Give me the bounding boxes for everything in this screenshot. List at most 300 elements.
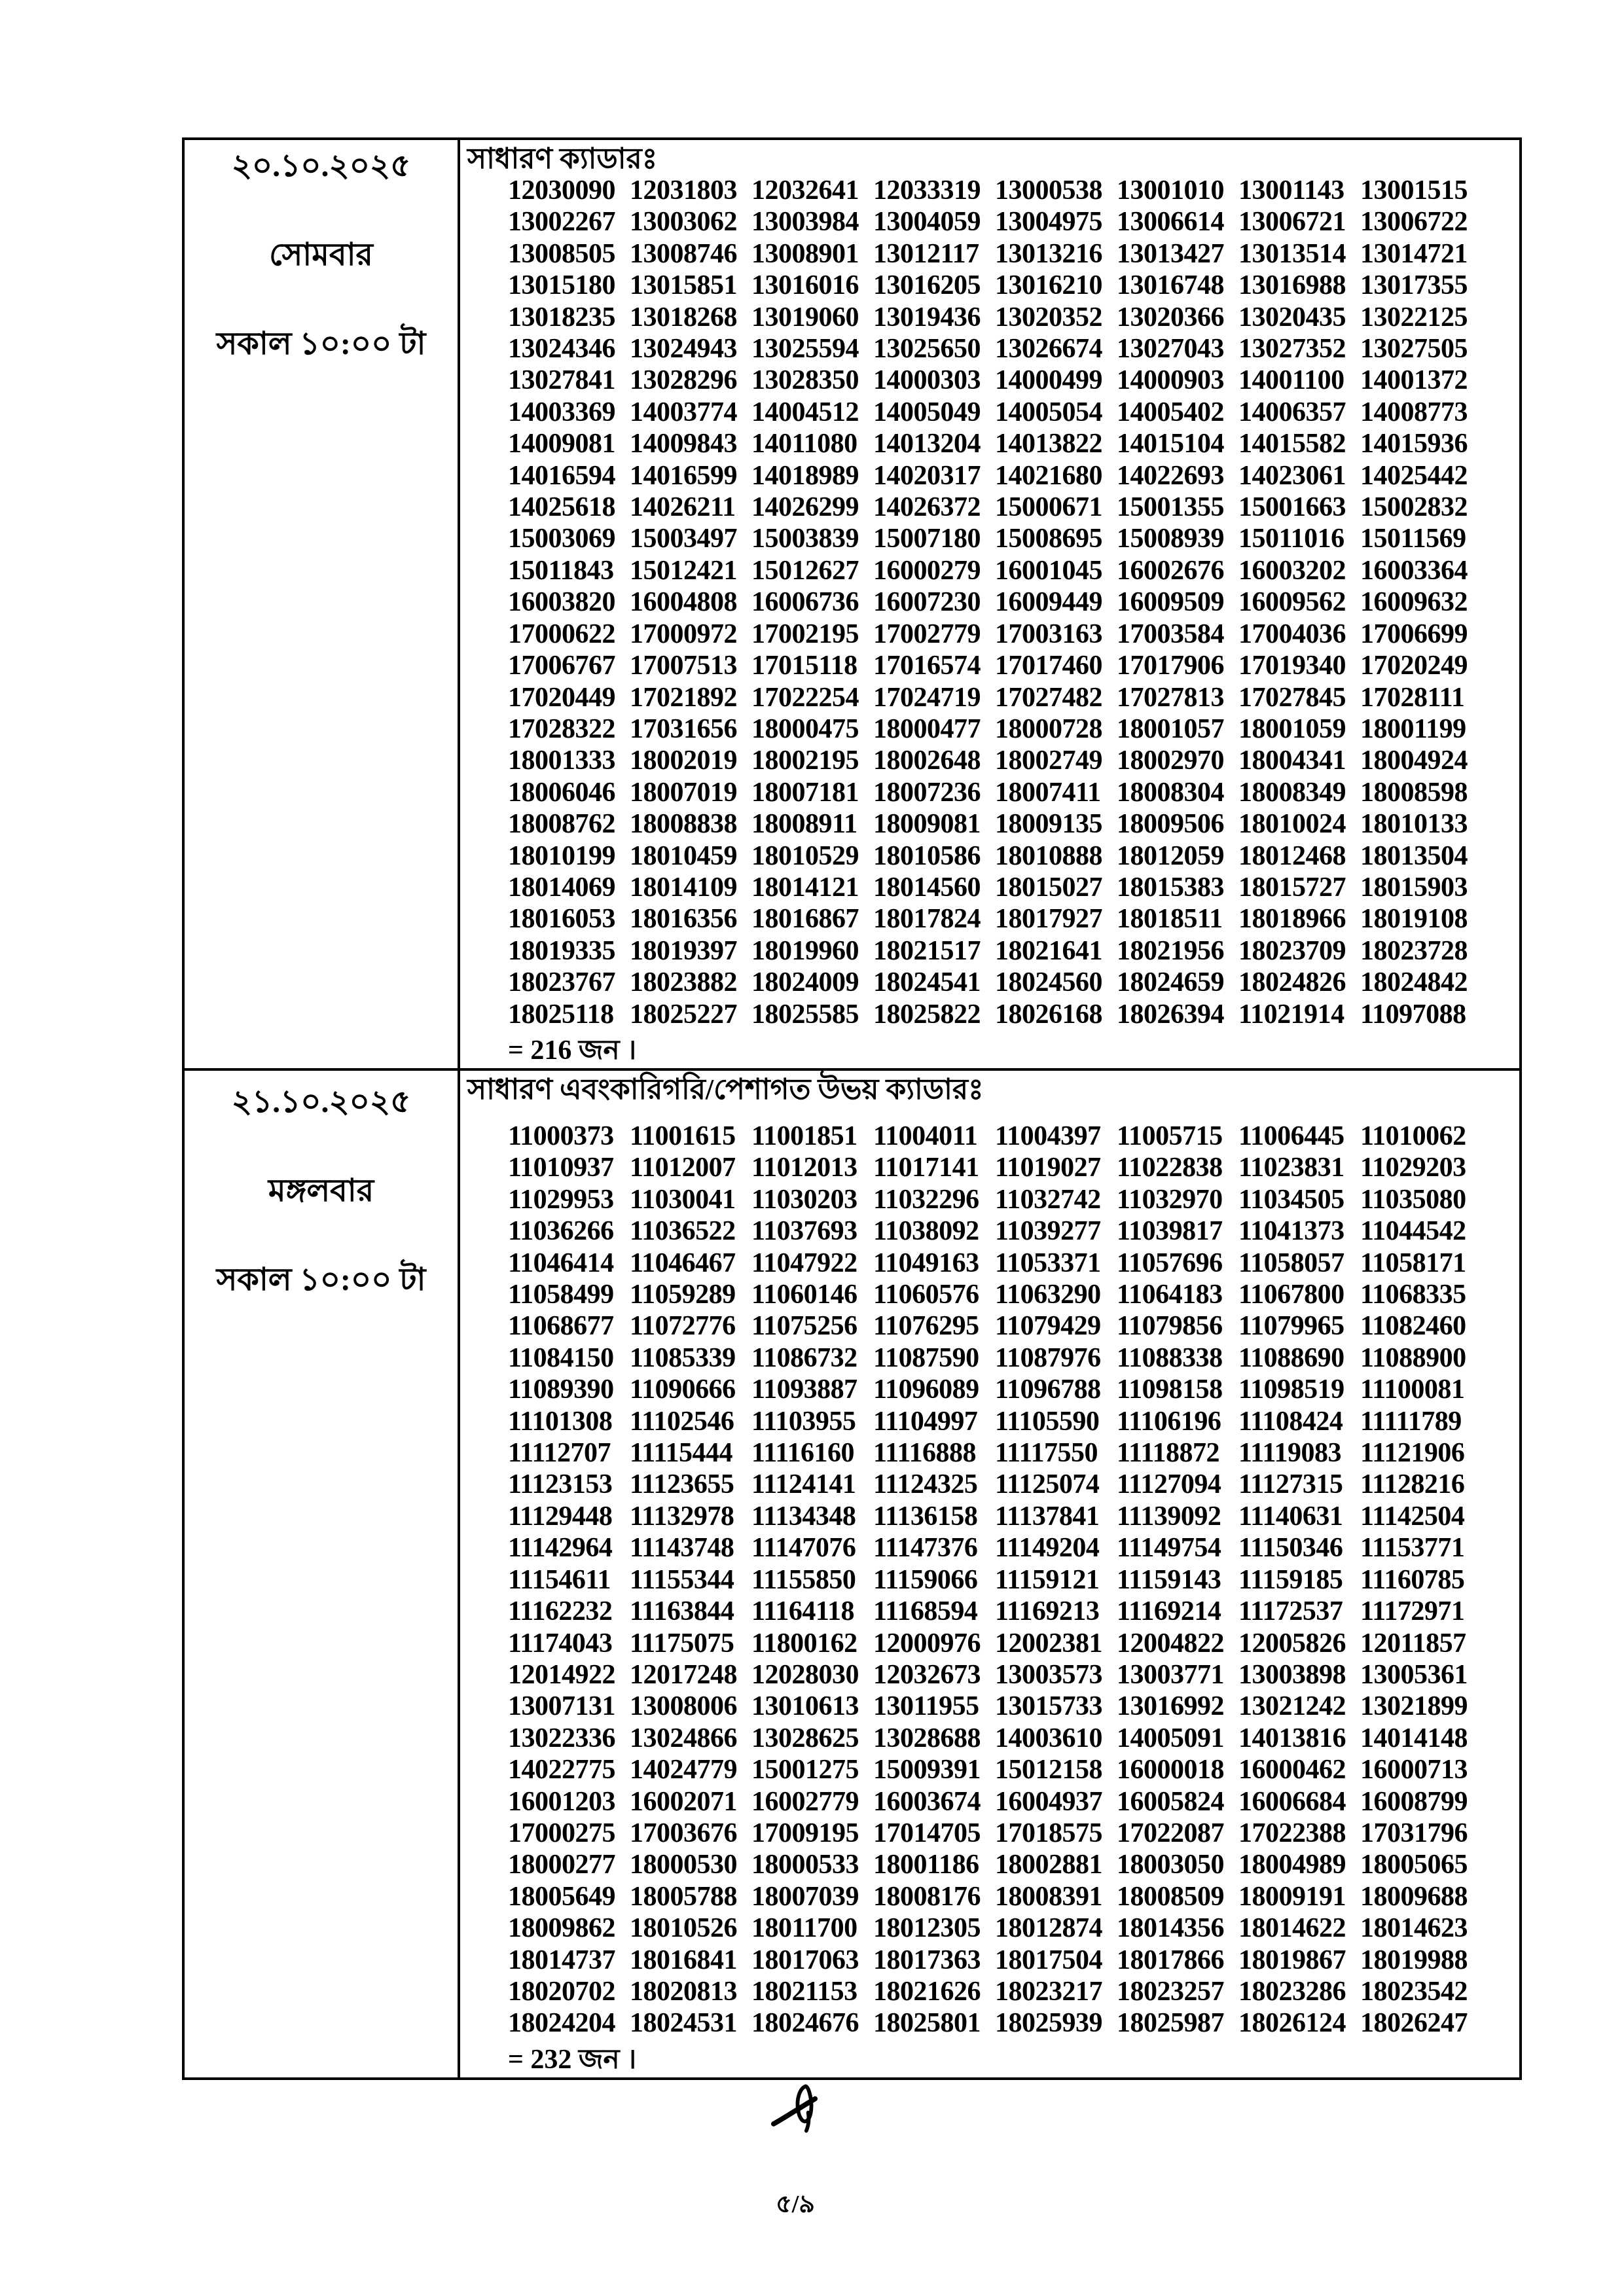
roll-number: 18025227 <box>630 999 737 1030</box>
roll-number: 11001615 <box>630 1121 736 1151</box>
roll-number: 18023767 <box>508 967 615 998</box>
roll-row <box>508 713 1519 745</box>
roll-number: 18026124 <box>1238 2008 1346 2039</box>
roll-number: 11060576 <box>873 1280 979 1310</box>
roll-number: 18008176 <box>873 1881 981 1912</box>
roll-number: 11006445 <box>1238 1121 1344 1151</box>
roll-number: 15003069 <box>508 524 615 554</box>
roll-number: 18002019 <box>630 745 737 776</box>
roll-number: 13003898 <box>1238 1659 1346 1690</box>
roll-number: 18019867 <box>1238 1945 1346 1975</box>
roll-number: 11004397 <box>995 1121 1101 1151</box>
roll-number: 11075256 <box>751 1311 857 1342</box>
roll-row <box>508 1121 1519 1152</box>
signature-icon <box>771 2083 834 2134</box>
roll-number: 18015903 <box>1360 872 1468 903</box>
roll-number: 18010199 <box>508 840 615 871</box>
roll-number: 11032970 <box>1117 1184 1223 1215</box>
roll-number: 11800162 <box>751 1628 857 1659</box>
roll-number: 18024531 <box>630 2008 737 2039</box>
roll-number: 18004341 <box>1238 745 1346 776</box>
roll-row <box>508 935 1519 967</box>
roll-number: 12031803 <box>630 175 737 206</box>
roll-number: 11034505 <box>1238 1184 1344 1215</box>
roll-number: 11082460 <box>1360 1311 1466 1342</box>
roll-number: 14005049 <box>873 397 981 427</box>
roll-number: 13001010 <box>1117 175 1224 206</box>
roll-row <box>508 999 1519 1030</box>
roll-number: 18001057 <box>1117 713 1224 744</box>
roll-number: 17014705 <box>873 1818 981 1848</box>
roll-number: 11059289 <box>630 1280 736 1310</box>
roll-number: 11164118 <box>751 1596 855 1627</box>
roll-number: 17019340 <box>1238 651 1346 681</box>
roll-number: 14005091 <box>1117 1723 1224 1753</box>
roll-row <box>508 1596 1519 1627</box>
roll-row <box>508 555 1519 586</box>
roll-number: 14001372 <box>1360 365 1468 396</box>
roll-number: 16009449 <box>995 587 1102 618</box>
roll-number: 11079965 <box>1238 1311 1344 1342</box>
roll-number: 18009506 <box>1117 809 1224 840</box>
roll-number: 13008746 <box>630 238 737 269</box>
roll-number: 11068677 <box>508 1311 614 1342</box>
roll-number: 18008911 <box>751 809 857 840</box>
roll-number: 11155344 <box>630 1564 734 1595</box>
roll-number: 13028350 <box>751 365 859 396</box>
roll-number: 13007131 <box>508 1691 615 1722</box>
roll-number: 11004011 <box>873 1121 978 1151</box>
roll-number: 11086732 <box>751 1342 857 1373</box>
roll-number: 18026168 <box>995 999 1102 1030</box>
roll-number: 16004937 <box>995 1786 1102 1817</box>
roll-number: 11087976 <box>995 1342 1101 1373</box>
roll-number: 11159185 <box>1238 1564 1343 1595</box>
roll-number: 17031796 <box>1360 1818 1468 1848</box>
roll-number: 13016210 <box>995 270 1102 301</box>
roll-row <box>508 650 1519 681</box>
roll-number: 18017824 <box>873 904 981 935</box>
roll-number: 11063290 <box>995 1280 1101 1310</box>
roll-number: 14013816 <box>1238 1723 1346 1753</box>
roll-number: 15007180 <box>873 524 981 554</box>
session-1-datetime-cell <box>185 140 460 1068</box>
roll-number: 18023882 <box>630 967 737 998</box>
roll-number: 18019108 <box>1360 904 1468 935</box>
session-1-day: সোমবার <box>269 238 373 272</box>
roll-number: 12017248 <box>630 1659 737 1690</box>
roll-number: 16001045 <box>995 555 1102 586</box>
roll-number: 11169214 <box>1117 1596 1221 1627</box>
roll-number: 11047922 <box>751 1247 857 1278</box>
roll-number: 18020813 <box>630 1976 737 2007</box>
roll-number: 11049163 <box>873 1247 979 1278</box>
roll-number: 14013204 <box>873 429 981 459</box>
roll-number: 18002195 <box>751 745 859 776</box>
roll-row <box>508 428 1519 459</box>
roll-number: 18005649 <box>508 1881 615 1912</box>
roll-number: 13014721 <box>1360 238 1468 269</box>
roll-number: 17009195 <box>751 1818 859 1848</box>
roll-number: 11147076 <box>751 1533 856 1564</box>
roll-number: 18015027 <box>995 872 1102 903</box>
roll-number: 14000903 <box>1117 365 1224 396</box>
roll-row <box>508 586 1519 618</box>
roll-number: 18012468 <box>1238 840 1346 871</box>
roll-number: 11064183 <box>1117 1280 1223 1310</box>
roll-number: 16005824 <box>1117 1786 1224 1817</box>
roll-number: 14005054 <box>995 397 1102 427</box>
roll-number: 14009843 <box>630 429 737 459</box>
roll-number: 11137841 <box>995 1501 1100 1532</box>
roll-row <box>508 1152 1519 1183</box>
roll-number: 18002881 <box>995 1850 1102 1880</box>
roll-number: 18020702 <box>508 1976 615 2007</box>
session-1-total: = 216 জন । <box>508 1035 637 1066</box>
roll-number: 11035080 <box>1360 1184 1466 1215</box>
roll-number: 13028296 <box>630 365 737 396</box>
roll-number: 18025939 <box>995 2008 1102 2039</box>
roll-number: 11032296 <box>873 1184 979 1215</box>
roll-number: 13025594 <box>751 334 859 365</box>
roll-row <box>508 1564 1519 1596</box>
roll-number: 18014109 <box>630 872 737 903</box>
roll-number: 11058057 <box>1238 1247 1344 1278</box>
roll-number: 11175075 <box>630 1628 734 1659</box>
roll-number: 18009688 <box>1360 1881 1468 1912</box>
roll-number: 18016053 <box>508 904 615 935</box>
roll-number: 11106196 <box>1117 1406 1221 1437</box>
roll-number: 18023286 <box>1238 1976 1346 2007</box>
roll-number: 17022254 <box>751 682 859 713</box>
roll-number: 14026299 <box>751 492 859 523</box>
roll-number: 11038092 <box>873 1216 979 1247</box>
roll-row <box>508 1976 1519 2007</box>
roll-number: 18025822 <box>873 999 981 1030</box>
roll-number: 12030090 <box>508 175 615 206</box>
roll-number: 18017363 <box>873 1945 981 1975</box>
roll-number: 14001100 <box>1238 365 1344 396</box>
roll-number: 13020435 <box>1238 302 1346 332</box>
roll-number: 15002832 <box>1360 492 1468 523</box>
roll-number: 11124325 <box>873 1469 978 1500</box>
roll-number: 14016599 <box>630 460 737 491</box>
session-1-category-title: সাধারণ ক্যাডারঃ <box>467 143 658 175</box>
roll-number: 18021641 <box>995 935 1102 966</box>
roll-number: 14015582 <box>1238 429 1346 459</box>
roll-number: 13003984 <box>751 207 859 238</box>
roll-number: 18017504 <box>995 1945 1102 1975</box>
exam-schedule-table <box>182 137 1522 2080</box>
roll-number: 14015104 <box>1117 429 1224 459</box>
roll-number: 18000277 <box>508 1850 615 1880</box>
roll-number: 11154611 <box>508 1564 611 1595</box>
roll-row <box>508 872 1519 903</box>
roll-number: 11103955 <box>751 1406 856 1437</box>
roll-number: 13017355 <box>1360 270 1468 301</box>
roll-row <box>508 808 1519 840</box>
roll-number: 11155850 <box>751 1564 856 1595</box>
roll-number: 12005826 <box>1238 1628 1346 1659</box>
roll-number: 18025118 <box>508 999 614 1030</box>
roll-row <box>508 1247 1519 1279</box>
roll-number: 16004808 <box>630 587 737 618</box>
roll-number: 18024676 <box>751 2008 859 2039</box>
roll-number: 17003163 <box>995 619 1102 649</box>
roll-number: 18004924 <box>1360 745 1468 776</box>
roll-number: 17017460 <box>995 651 1102 681</box>
roll-number: 13008505 <box>508 238 615 269</box>
roll-row <box>508 238 1519 270</box>
roll-number: 17003676 <box>630 1818 737 1848</box>
roll-number: 17003584 <box>1117 619 1224 649</box>
roll-number: 18019988 <box>1360 1945 1468 1975</box>
roll-row <box>508 1469 1519 1500</box>
roll-number: 11089390 <box>508 1374 614 1405</box>
roll-row <box>508 333 1519 365</box>
roll-number: 11117550 <box>995 1438 1098 1469</box>
roll-number: 11029203 <box>1360 1153 1466 1183</box>
roll-number: 11039277 <box>995 1216 1101 1247</box>
roll-number: 15003497 <box>630 524 737 554</box>
roll-number: 11112707 <box>508 1438 611 1469</box>
session-1-date: ২০.১০.২০২৫ <box>231 149 411 183</box>
roll-number: 11163844 <box>630 1596 734 1627</box>
roll-number: 17015118 <box>751 651 857 681</box>
roll-number: 18009081 <box>873 809 981 840</box>
roll-number: 15008939 <box>1117 524 1224 554</box>
roll-number: 13015851 <box>630 270 737 301</box>
roll-number: 11036522 <box>630 1216 736 1247</box>
roll-number: 17020449 <box>508 682 615 713</box>
roll-number: 18024826 <box>1238 967 1346 998</box>
roll-number: 11096089 <box>873 1374 979 1405</box>
roll-number: 16002071 <box>630 1786 737 1817</box>
roll-row <box>508 1310 1519 1342</box>
roll-number: 12011857 <box>1360 1628 1466 1659</box>
roll-number: 11093887 <box>751 1374 857 1405</box>
roll-number: 18014560 <box>873 872 981 903</box>
roll-number: 14000303 <box>873 365 981 396</box>
roll-number: 11010062 <box>1360 1121 1466 1151</box>
roll-number: 11118872 <box>1117 1438 1220 1469</box>
roll-number: 18003050 <box>1117 1850 1224 1880</box>
roll-number: 11046467 <box>630 1247 736 1278</box>
roll-row <box>508 365 1519 396</box>
roll-number: 13011955 <box>873 1691 979 1722</box>
roll-number: 11072776 <box>630 1311 736 1342</box>
roll-number: 15011569 <box>1360 524 1466 554</box>
roll-number: 13010613 <box>751 1691 859 1722</box>
roll-number: 11116888 <box>873 1438 977 1469</box>
roll-number: 14004512 <box>751 397 859 427</box>
roll-number: 18000477 <box>873 713 981 744</box>
roll-number: 18014356 <box>1117 1913 1224 1944</box>
roll-number: 17031656 <box>630 713 737 744</box>
roll-number: 18021626 <box>873 1976 981 2007</box>
roll-number: 11001851 <box>751 1121 857 1151</box>
roll-number: 18014121 <box>751 872 859 903</box>
roll-number: 14003774 <box>630 397 737 427</box>
roll-number: 13018235 <box>508 302 615 332</box>
roll-number: 15009391 <box>873 1755 981 1785</box>
roll-row <box>508 1945 1519 1976</box>
roll-row <box>508 1279 1519 1310</box>
roll-number: 15012627 <box>751 555 859 586</box>
roll-number: 13021242 <box>1238 1691 1346 1722</box>
roll-number: 18010888 <box>995 840 1102 871</box>
roll-number: 13013514 <box>1238 238 1346 269</box>
roll-number: 11162232 <box>508 1596 613 1627</box>
roll-row <box>508 777 1519 808</box>
roll-number: 11104997 <box>873 1406 978 1437</box>
roll-number: 14003369 <box>508 397 615 427</box>
roll-number: 18026394 <box>1117 999 1224 1030</box>
roll-row <box>508 1501 1519 1532</box>
roll-row <box>508 1691 1519 1722</box>
roll-number: 13028625 <box>751 1723 859 1753</box>
session-row-2 <box>185 1071 1519 2077</box>
roll-number: 13019436 <box>873 302 981 332</box>
roll-number: 18024842 <box>1360 967 1468 998</box>
roll-row <box>508 967 1519 998</box>
roll-number: 12014922 <box>508 1659 615 1690</box>
roll-number: 18011700 <box>751 1913 857 1944</box>
roll-row <box>508 1659 1519 1691</box>
roll-number: 11068335 <box>1360 1280 1466 1310</box>
roll-row <box>508 745 1519 776</box>
roll-number: 18008598 <box>1360 777 1468 808</box>
roll-number: 11123153 <box>508 1469 613 1500</box>
roll-number: 18008391 <box>995 1881 1102 1912</box>
roll-number: 11124141 <box>751 1469 856 1500</box>
roll-number: 17020249 <box>1360 651 1468 681</box>
roll-number: 12032641 <box>751 175 859 206</box>
roll-number: 11053371 <box>995 1247 1101 1278</box>
roll-number: 17017906 <box>1117 651 1224 681</box>
roll-number: 11021914 <box>1238 999 1344 1030</box>
roll-row <box>508 1754 1519 1785</box>
roll-number: 11039817 <box>1117 1216 1223 1247</box>
roll-number: 17027813 <box>1117 682 1224 713</box>
roll-row <box>508 1374 1519 1405</box>
roll-number: 11100081 <box>1360 1374 1465 1405</box>
roll-number: 11101308 <box>508 1406 613 1437</box>
roll-number: 16000462 <box>1238 1755 1346 1785</box>
roll-row <box>508 1881 1519 1912</box>
roll-number: 18012874 <box>995 1913 1102 1944</box>
roll-number: 18000475 <box>751 713 859 744</box>
roll-number: 11017141 <box>873 1153 979 1183</box>
roll-number: 11172971 <box>1360 1596 1465 1627</box>
roll-number: 18023728 <box>1360 935 1468 966</box>
roll-number: 18007039 <box>751 1881 859 1912</box>
roll-number: 11058499 <box>508 1280 614 1310</box>
roll-number: 13027505 <box>1360 334 1468 365</box>
roll-number: 17027845 <box>1238 682 1346 713</box>
roll-number: 18014623 <box>1360 1913 1468 1944</box>
roll-number: 18007236 <box>873 777 981 808</box>
roll-number: 14025442 <box>1360 460 1468 491</box>
roll-row <box>508 1786 1519 1818</box>
roll-number: 11067800 <box>1238 1280 1344 1310</box>
roll-number: 18010526 <box>630 1913 737 1944</box>
roll-number: 16002779 <box>751 1786 859 1817</box>
roll-number: 11129448 <box>508 1501 613 1532</box>
roll-number: 13003771 <box>1117 1659 1224 1690</box>
roll-number: 14016594 <box>508 460 615 491</box>
roll-number: 18001059 <box>1238 713 1346 744</box>
roll-number: 11060146 <box>751 1280 857 1310</box>
roll-row <box>508 397 1519 428</box>
roll-number: 18005065 <box>1360 1850 1468 1880</box>
roll-number: 18026247 <box>1360 2008 1468 2039</box>
page-number: ৫/৯ <box>776 2191 815 2218</box>
roll-row <box>508 1912 1519 1944</box>
roll-number: 13013216 <box>995 238 1102 269</box>
roll-number: 15011016 <box>1238 524 1344 554</box>
roll-number: 13001143 <box>1238 175 1344 206</box>
roll-number: 13008901 <box>751 238 859 269</box>
roll-number: 11030203 <box>751 1184 857 1215</box>
roll-number: 14011080 <box>751 429 857 459</box>
roll-row <box>508 1532 1519 1564</box>
roll-number: 12000976 <box>873 1628 981 1659</box>
roll-number: 14003610 <box>995 1723 1102 1753</box>
roll-number: 12033319 <box>873 175 981 206</box>
roll-number: 13012117 <box>873 238 979 269</box>
roll-number: 13027352 <box>1238 334 1346 365</box>
roll-number: 11058171 <box>1360 1247 1466 1278</box>
roll-number: 16003674 <box>873 1786 981 1817</box>
roll-number: 18023709 <box>1238 935 1346 966</box>
roll-number: 11079429 <box>995 1311 1101 1342</box>
roll-number: 11147376 <box>873 1533 978 1564</box>
roll-number: 15001275 <box>751 1755 859 1785</box>
roll-number: 11010937 <box>508 1153 614 1183</box>
roll-number: 11153771 <box>1360 1533 1465 1564</box>
roll-number: 18010529 <box>751 840 859 871</box>
roll-number: 13026674 <box>995 334 1102 365</box>
roll-number: 18001333 <box>508 745 615 776</box>
roll-number: 11136158 <box>873 1501 978 1532</box>
roll-number: 14018989 <box>751 460 859 491</box>
roll-row <box>508 270 1519 301</box>
roll-number: 18016841 <box>630 1945 737 1975</box>
roll-number: 18010024 <box>1238 809 1346 840</box>
roll-number: 18025987 <box>1117 2008 1224 2039</box>
roll-number: 14026372 <box>873 492 981 523</box>
roll-number: 17018575 <box>995 1818 1102 1848</box>
roll-number: 18023542 <box>1360 1976 1468 2007</box>
roll-number: 14024779 <box>630 1755 737 1785</box>
roll-number: 18009191 <box>1238 1881 1346 1912</box>
roll-number: 13003062 <box>630 207 737 238</box>
roll-number: 11142504 <box>1360 1501 1465 1532</box>
roll-row <box>508 1437 1519 1469</box>
roll-row <box>508 302 1519 333</box>
roll-number: 11123655 <box>630 1469 734 1500</box>
roll-number: 18006046 <box>508 777 615 808</box>
roll-number: 14022693 <box>1117 460 1224 491</box>
roll-number: 17006767 <box>508 651 615 681</box>
roll-number: 13022336 <box>508 1723 615 1753</box>
roll-number: 13024943 <box>630 334 737 365</box>
roll-number: 11119083 <box>1238 1438 1342 1469</box>
roll-number: 13016988 <box>1238 270 1346 301</box>
roll-number: 18015727 <box>1238 872 1346 903</box>
roll-number: 18024204 <box>508 2008 615 2039</box>
